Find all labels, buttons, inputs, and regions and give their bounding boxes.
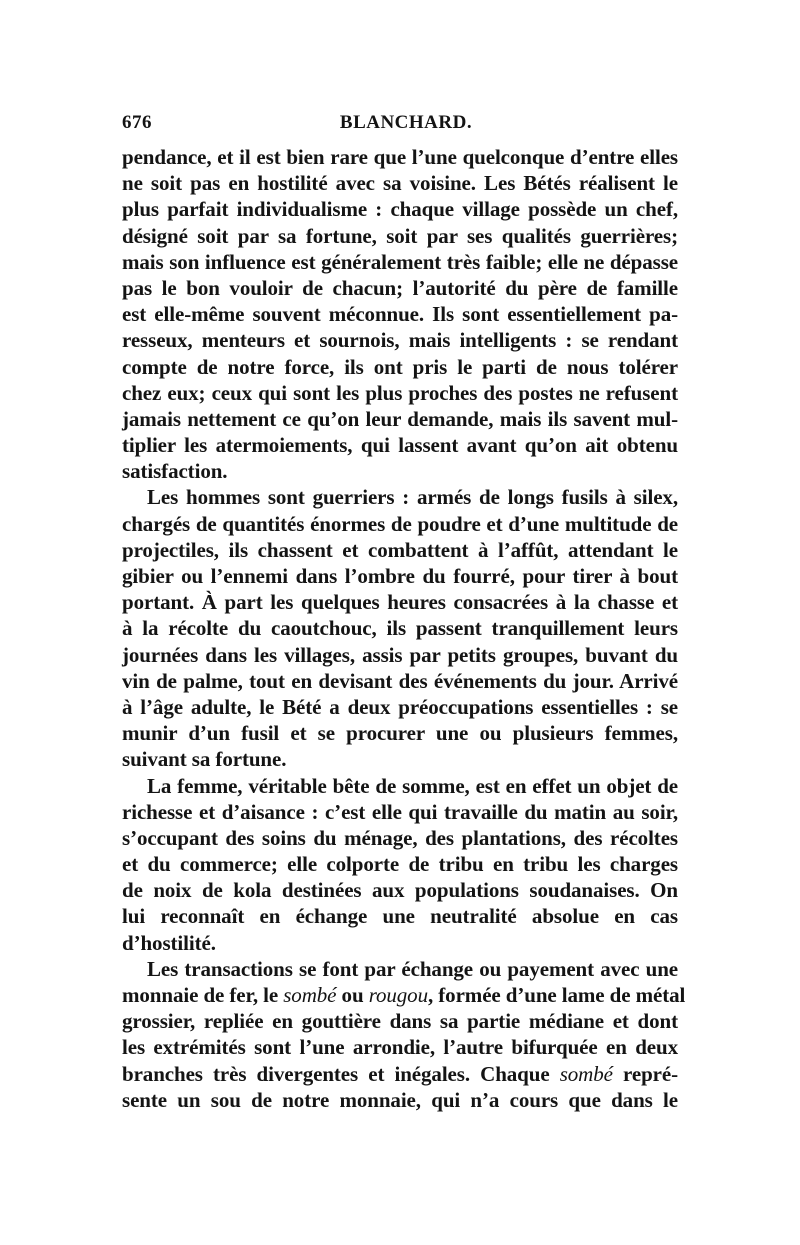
text-segment: grossier, repliée en gouttière dans sa partie médiane et dont [122, 1009, 678, 1034]
text-line: compte de notre force, ils ont pris le parti de nous tolérer [122, 354, 678, 379]
text-line: de noix de kola destinées aux populations soudanaises. On [122, 878, 678, 903]
text-line: pas le bon vouloir de chacun; l’autorité du père de famille [122, 275, 678, 300]
italic-term-rougou: rougou [368, 983, 428, 1007]
text-line [122, 982, 686, 1008]
text-line: gibier ou l’ennemi dans l’ombre du fourré, pour tirer à bout [122, 564, 678, 588]
text-line: d’hostilité. [122, 930, 216, 955]
text-line: plus parfait individualisme : chaque village possède un chef, [122, 197, 678, 222]
text-segment: repré- [612, 1061, 678, 1086]
text-segment: Les transactions se font par échange ou payement avec une [147, 956, 678, 981]
text-line: et du commerce; elle colporte de tribu en tribu les charges [122, 852, 678, 877]
text-line: La femme, véritable bête de somme, est en effet un objet de [147, 773, 678, 798]
text-line: resseux, menteurs et sournois, mais intelligents : se rendant [122, 328, 678, 353]
text-segment: monnaie de fer, le [122, 983, 284, 1007]
text-line [122, 1087, 678, 1113]
paragraph-3 [122, 773, 678, 956]
text-line: chez eux; ceux qui sont les plus proches des postes ne refusent [122, 380, 678, 405]
text-line: satisfaction. [122, 459, 228, 484]
text-line: suivant sa fortune. [122, 747, 287, 772]
page-number: 676 [122, 112, 152, 133]
text-line: est elle-même souvent méconnue. Ils sont essentiellement pa- [122, 302, 678, 327]
text-line [122, 956, 678, 982]
text-line: à la récolte du caoutchouc, ils passent tranquillement leurs [122, 616, 678, 641]
text-segment: sente un sou de notre monnaie, qui n’a cours que dans le [122, 1087, 678, 1112]
text-line: journées dans les villages, assis par petits groupes, buvant du [122, 642, 678, 667]
text-line: à l’âge adulte, le Bété a deux préoccupations essentielles : se [122, 694, 678, 719]
text-line: vin de palme, tout en devisant des événements du jour. Arrivé [122, 668, 678, 693]
text-line: Les hommes sont guerriers : armés de longs fusils à silex, [147, 485, 678, 510]
book-page [122, 112, 686, 1113]
text-line: projectiles, ils chassent et combattent à l’affût, attendant le [122, 537, 678, 562]
text-line: richesse et d’aisance : c’est elle qui travaille du matin au soir, [122, 799, 678, 824]
text-segment: ou [336, 983, 369, 1007]
text-line: munir d’un fusil et se procurer une ou plusieurs femmes, [122, 721, 678, 746]
text-line: s’occupant des soins du ménage, des plantations, des récoltes [122, 825, 678, 850]
italic-term-sombe: sombé [559, 1061, 613, 1086]
running-head [122, 112, 678, 144]
paragraph-1 [122, 144, 678, 484]
text-line: pendance, et il est bien rare que l’une quelconque d’entre elles [122, 145, 678, 169]
text-segment: branches très divergentes et inégales. Chaque [122, 1061, 560, 1086]
text-line [122, 1061, 678, 1087]
text-line [122, 1034, 678, 1060]
text-line: portant. À part les quelques heures consacrées à la chasse et [122, 590, 678, 615]
text-line: désigné soit par sa fortune, soit par ses qualités guerrières; [122, 223, 678, 248]
text-line: chargés de quantités énormes de poudre et d’une multitude de [122, 511, 678, 536]
text-line: jamais nettement ce qu’on leur demande, mais ils savent mul- [122, 406, 678, 431]
text-line [122, 1008, 678, 1034]
running-title: BLANCHARD. [339, 112, 473, 133]
text-line: ne soit pas en hostilité avec sa voisine. Les Bétés réalisent le [122, 171, 678, 196]
text-line: tiplier les atermoiements, qui lassent avant qu’on ait obtenu [122, 433, 678, 458]
italic-term-sombe: sombé [283, 983, 337, 1007]
text-line: mais son influence est généralement très faible; elle ne dépasse [122, 249, 678, 274]
text-segment: les extrémités sont l’une arrondie, l’autre bifurquée en deux [122, 1035, 678, 1060]
paragraph-4 [122, 956, 686, 1113]
paragraph-2 [122, 484, 678, 772]
text-line: lui reconnaît en échange une neutralité absolue en cas [122, 904, 678, 929]
text-segment: , formée d’une lame de métal [427, 983, 686, 1007]
